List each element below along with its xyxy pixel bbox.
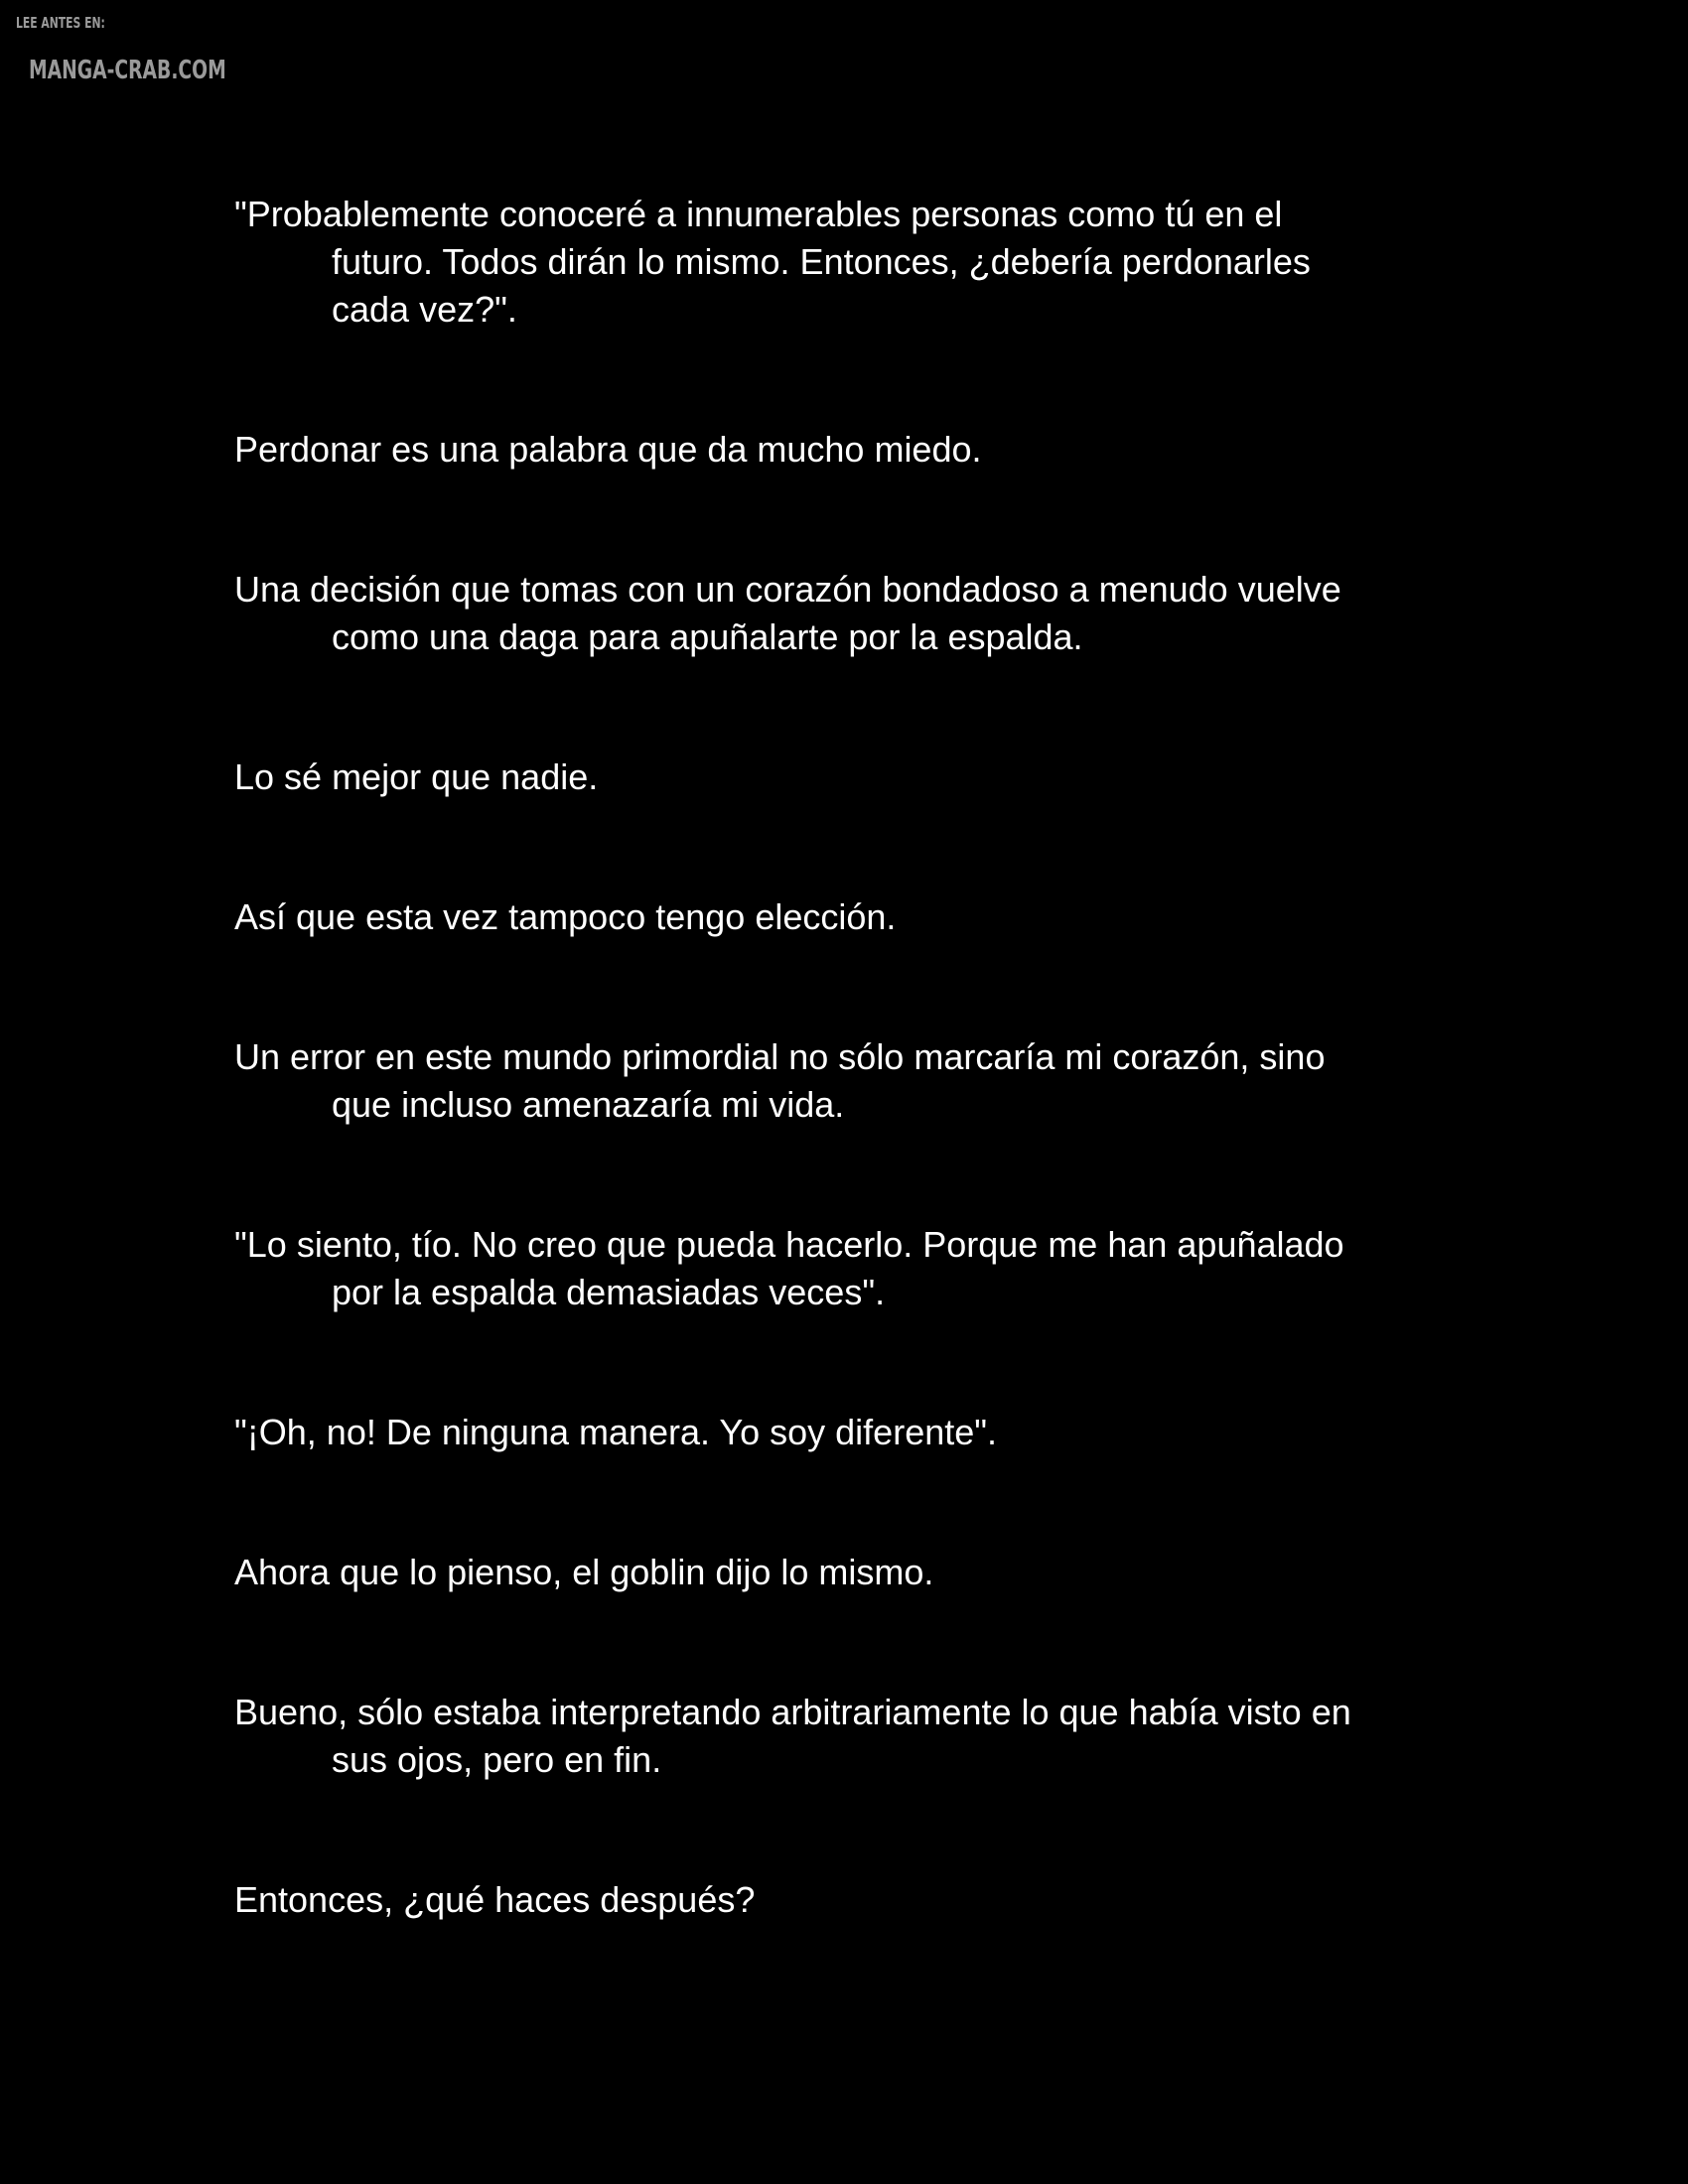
paragraph-line: "Lo siento, tío. No creo que pueda hacerlo. Porque me han apuñalado <box>234 1224 1344 1265</box>
paragraph-line: Bueno, sólo estaba interpretando arbitrariamente lo que había visto en <box>234 1692 1351 1732</box>
paragraph-10 <box>234 1689 1476 1784</box>
paragraph-line: Ahora que lo pienso, el goblin dijo lo mismo. <box>234 1552 934 1592</box>
paragraph-line: Entonces, ¿qué haces después? <box>234 1879 756 1920</box>
paragraph-3 <box>234 566 1476 661</box>
paragraph-4 <box>234 753 1476 801</box>
paragraph-8 <box>234 1409 1476 1456</box>
paragraph-line: Un error en este mundo primordial no sólo marcaría mi corazón, sino <box>234 1036 1326 1077</box>
paragraph-11 <box>234 1876 1476 1924</box>
paragraph-2 <box>234 426 1476 474</box>
paragraph-line: que incluso amenazaría mi vida. <box>332 1084 845 1125</box>
paragraph-line: Lo sé mejor que nadie. <box>234 756 599 797</box>
paragraph-line: Así que esta vez tampoco tengo elección. <box>234 896 897 937</box>
paragraph-line: cada vez?". <box>332 289 517 330</box>
paragraph-line: Una decisión que tomas con un corazón bondadoso a menudo vuelve <box>234 569 1341 610</box>
paragraph-5 <box>234 893 1476 941</box>
paragraph-7 <box>234 1221 1476 1316</box>
paragraph-line: futuro. Todos dirán lo mismo. Entonces, ¿debería perdonarles <box>332 241 1311 282</box>
paragraph-line: "¡Oh, no! De ninguna manera. Yo soy diferente". <box>234 1412 998 1452</box>
watermark-site-name: MANGA-CRAB.COM <box>29 56 226 85</box>
paragraph-1 <box>234 191 1476 334</box>
paragraph-line: "Probablemente conoceré a innumerables personas como tú en el <box>234 194 1283 234</box>
paragraph-9 <box>234 1549 1476 1596</box>
paragraph-line: sus ojos, pero en fin. <box>332 1739 662 1780</box>
paragraph-line: como una daga para apuñalarte por la espalda. <box>332 616 1083 657</box>
chapter-text <box>234 191 1476 1924</box>
paragraph-line: por la espalda demasiadas veces". <box>332 1272 886 1312</box>
watermark-label: LEE ANTES EN: <box>16 14 105 32</box>
paragraph-line: Perdonar es una palabra que da mucho miedo. <box>234 429 982 470</box>
paragraph-6 <box>234 1033 1476 1129</box>
